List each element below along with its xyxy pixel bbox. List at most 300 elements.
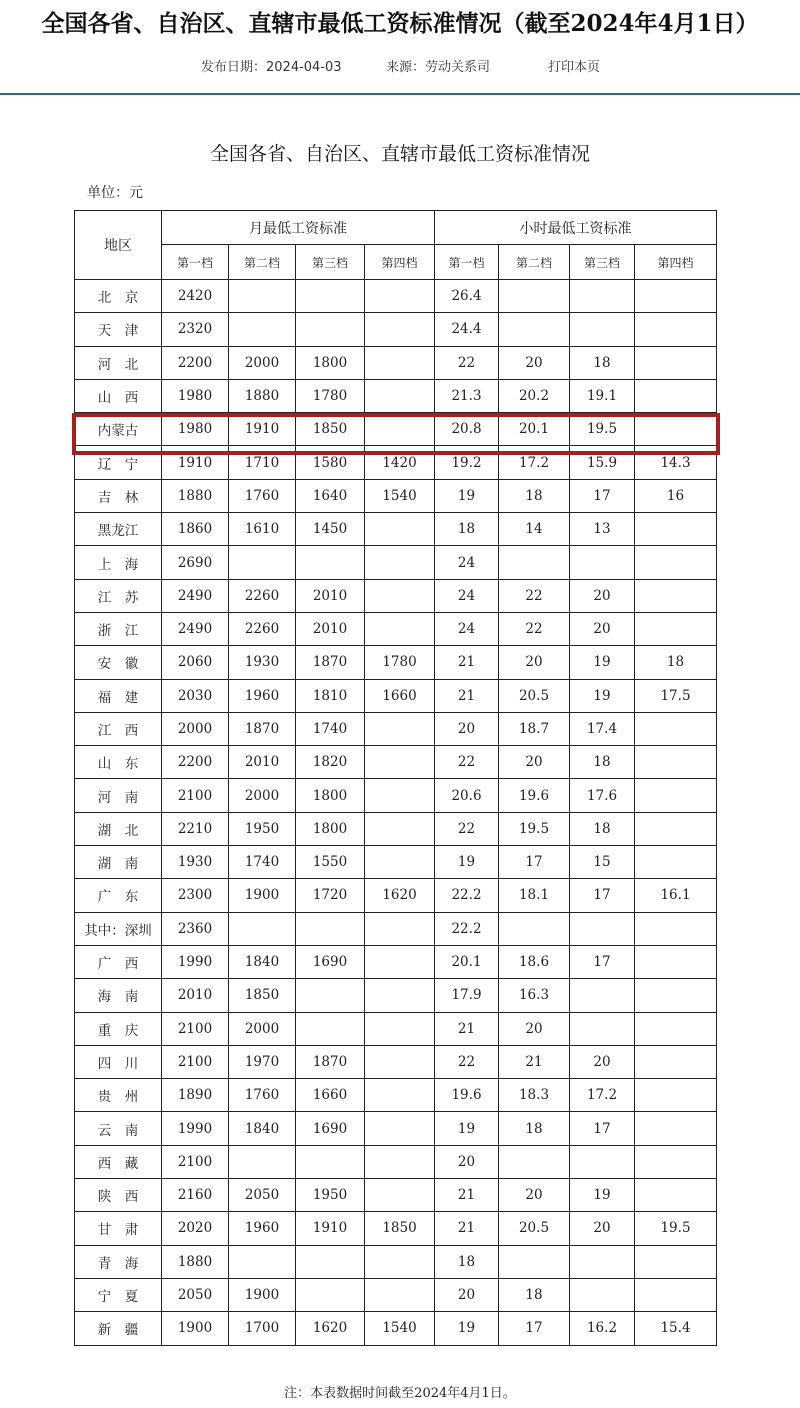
wage-cell: [635, 846, 717, 879]
wage-cell: [365, 513, 435, 546]
wage-cell: [365, 712, 435, 745]
table-row: [75, 912, 717, 945]
table-row: [75, 1212, 717, 1245]
wage-cell: 2260: [229, 579, 296, 612]
region-cell: 湖 北: [75, 812, 162, 845]
wage-cell: 19.5: [635, 1212, 717, 1245]
wage-cell: [635, 280, 717, 313]
wage-cell: 22.2: [435, 879, 499, 912]
wage-cell: [570, 313, 635, 346]
table-row: [75, 979, 717, 1012]
wage-cell: [635, 1045, 717, 1078]
wage-cell: 22: [435, 1045, 499, 1078]
wage-cell: 1910: [162, 446, 229, 479]
wage-cell: [365, 1145, 435, 1178]
wage-cell: 17.4: [570, 712, 635, 745]
wage-cell: 22: [435, 812, 499, 845]
wage-cell: 1800: [296, 812, 365, 845]
wage-cell: 21: [435, 1212, 499, 1245]
wage-cell: 1910: [229, 413, 296, 446]
wage-cell: [365, 413, 435, 446]
wage-cell: 19.6: [499, 779, 570, 812]
wage-cell: 1660: [296, 1079, 365, 1112]
wage-cell: [365, 346, 435, 379]
region-cell: 上 海: [75, 546, 162, 579]
wage-cell: [296, 313, 365, 346]
wage-cell: 1850: [365, 1212, 435, 1245]
wage-cell: [296, 1145, 365, 1178]
wage-cell: 1870: [296, 646, 365, 679]
wage-cell: [365, 945, 435, 978]
tier-header: 第四档: [365, 245, 435, 280]
wage-cell: 1980: [162, 413, 229, 446]
region-cell: 重 庆: [75, 1012, 162, 1045]
wage-cell: 19: [570, 679, 635, 712]
table-row: [75, 646, 717, 679]
wage-cell: 1980: [162, 379, 229, 412]
header-divider: [0, 93, 800, 95]
wage-cell: 1780: [365, 646, 435, 679]
wage-cell: [365, 912, 435, 945]
wage-cell: 18: [499, 1112, 570, 1145]
wage-cell: 19.6: [435, 1079, 499, 1112]
wage-cell: 1610: [229, 513, 296, 546]
wage-cell: 16.3: [499, 979, 570, 1012]
table-row: [75, 1179, 717, 1212]
wage-cell: 1840: [229, 945, 296, 978]
table-row: [75, 346, 717, 379]
wage-cell: 1970: [229, 1045, 296, 1078]
wage-cell: 20: [570, 579, 635, 612]
table-row: [75, 679, 717, 712]
wage-cell: [635, 1179, 717, 1212]
wage-cell: [365, 1112, 435, 1145]
tier-header: 第二档: [229, 245, 296, 280]
wage-cell: 1870: [296, 1045, 365, 1078]
wage-cell: 20: [499, 346, 570, 379]
wage-cell: 22: [435, 346, 499, 379]
table-row: [75, 1312, 717, 1345]
wage-cell: 2000: [162, 712, 229, 745]
wage-cell: 2020: [162, 1212, 229, 1245]
wage-cell: 16.2: [570, 1312, 635, 1345]
table-note: 注：本表数据时间截至2024年4月1日。: [284, 1386, 516, 1401]
region-cell: 贵 州: [75, 1079, 162, 1112]
wage-cell: 21: [499, 1045, 570, 1078]
wage-cell: 16.1: [635, 879, 717, 912]
tier-header: 第一档: [435, 245, 499, 280]
wage-cell: [365, 379, 435, 412]
wage-cell: 20: [435, 1278, 499, 1311]
wage-cell: 1950: [229, 812, 296, 845]
article-meta: [0, 54, 800, 76]
wage-cell: 1620: [365, 879, 435, 912]
wage-cell: 22.2: [435, 912, 499, 945]
wage-cell: 24: [435, 612, 499, 645]
wage-cell: 20.5: [499, 1212, 570, 1245]
wage-cell: [635, 1079, 717, 1112]
wage-cell: [365, 746, 435, 779]
table-row: [75, 879, 717, 912]
print-page-link[interactable]: 打印本页: [548, 60, 601, 75]
wage-cell: [365, 1079, 435, 1112]
header-hourly: 小时最低工资标准: [435, 211, 717, 245]
wage-cell: 2420: [162, 280, 229, 313]
wage-cell: 2490: [162, 612, 229, 645]
wage-cell: 2320: [162, 313, 229, 346]
wage-cell: 19: [435, 846, 499, 879]
wage-cell: 2100: [162, 1145, 229, 1178]
region-cell: 福 建: [75, 679, 162, 712]
table-row: [75, 746, 717, 779]
wage-cell: [365, 612, 435, 645]
wage-cell: [635, 612, 717, 645]
wage-cell: 2100: [162, 779, 229, 812]
wage-cell: 1700: [229, 1312, 296, 1345]
wage-cell: [635, 746, 717, 779]
wage-cell: 20: [499, 1179, 570, 1212]
wage-cell: 17: [499, 1312, 570, 1345]
region-cell: 青 海: [75, 1245, 162, 1278]
wage-cell: [635, 979, 717, 1012]
wage-cell: 19.5: [570, 413, 635, 446]
wage-cell: 21: [435, 646, 499, 679]
wage-cell: [570, 280, 635, 313]
region-cell: 北 京: [75, 280, 162, 313]
tier-header: 第三档: [296, 245, 365, 280]
region-cell: 其中：深圳: [75, 912, 162, 945]
wage-cell: 1900: [229, 879, 296, 912]
wage-cell: [635, 945, 717, 978]
page-title: 全国各省、自治区、直辖市最低工资标准情况（截至2024年4月1日）: [41, 10, 759, 37]
wage-cell: 17: [570, 479, 635, 512]
wage-cell: [570, 1145, 635, 1178]
region-cell: 河 北: [75, 346, 162, 379]
tier-header: 第二档: [499, 245, 570, 280]
wage-cell: 2000: [229, 346, 296, 379]
wage-cell: 16: [635, 479, 717, 512]
wage-cell: 1710: [229, 446, 296, 479]
region-cell: 吉 林: [75, 479, 162, 512]
region-cell: 安 徽: [75, 646, 162, 679]
wage-cell: 19: [435, 479, 499, 512]
wage-cell: 20: [570, 1045, 635, 1078]
wage-cell: 17.2: [499, 446, 570, 479]
table-title: 全国各省、自治区、直辖市最低工资标准情况: [209, 143, 590, 165]
wage-cell: 1840: [229, 1112, 296, 1145]
region-cell: 新 疆: [75, 1312, 162, 1345]
table-row: [75, 1278, 717, 1311]
wage-cell: 1420: [365, 446, 435, 479]
wage-cell: [499, 546, 570, 579]
wage-cell: 1580: [296, 446, 365, 479]
wage-cell: 1450: [296, 513, 365, 546]
wage-cell: 17: [570, 879, 635, 912]
wage-cell: 22: [499, 612, 570, 645]
wage-cell: [365, 1179, 435, 1212]
wage-cell: 20: [499, 646, 570, 679]
source-label: 来源：劳动关系司: [386, 60, 491, 75]
wage-cell: 1990: [162, 945, 229, 978]
wage-cell: 1760: [229, 1079, 296, 1112]
wage-cell: [635, 812, 717, 845]
wage-cell: 13: [570, 513, 635, 546]
wage-cell: 1930: [229, 646, 296, 679]
wage-cell: 2050: [162, 1278, 229, 1311]
header-region: 地区: [75, 211, 162, 280]
wage-cell: [635, 579, 717, 612]
wage-cell: 17: [570, 945, 635, 978]
wage-cell: 2260: [229, 612, 296, 645]
wage-cell: 17: [499, 846, 570, 879]
wage-cell: [296, 280, 365, 313]
wage-cell: 18: [499, 1278, 570, 1311]
region-cell: 辽 宁: [75, 446, 162, 479]
wage-cell: 1890: [162, 1079, 229, 1112]
table-row: [75, 1079, 717, 1112]
wage-cell: [635, 712, 717, 745]
wage-cell: 17.9: [435, 979, 499, 1012]
table-row: [75, 513, 717, 546]
wage-cell: 1960: [229, 679, 296, 712]
wage-cell: 2000: [229, 1012, 296, 1045]
wage-cell: [635, 1012, 717, 1045]
wage-cell: 15: [570, 846, 635, 879]
wage-cell: 2300: [162, 879, 229, 912]
wage-cell: [635, 1278, 717, 1311]
wage-cell: 19: [435, 1312, 499, 1345]
wage-cell: 1690: [296, 945, 365, 978]
region-cell: 山 东: [75, 746, 162, 779]
region-cell: 陕 西: [75, 1179, 162, 1212]
wage-cell: 22: [435, 746, 499, 779]
wage-cell: 19.2: [435, 446, 499, 479]
wage-cell: 2050: [229, 1179, 296, 1212]
wage-cell: 14.3: [635, 446, 717, 479]
wage-cell: [635, 346, 717, 379]
region-cell: 宁 夏: [75, 1278, 162, 1311]
wage-cell: 1880: [162, 1245, 229, 1278]
wage-cell: 17: [570, 1112, 635, 1145]
wage-cell: 2000: [229, 779, 296, 812]
table-row: [75, 280, 717, 313]
wage-cell: 18: [635, 646, 717, 679]
wage-cell: [635, 546, 717, 579]
wage-cell: 20: [435, 712, 499, 745]
wage-cell: [635, 1145, 717, 1178]
wage-cell: [635, 513, 717, 546]
wage-cell: 21.3: [435, 379, 499, 412]
wage-cell: 18: [499, 479, 570, 512]
wage-cell: 2100: [162, 1045, 229, 1078]
wage-cell: [499, 1145, 570, 1178]
table-row: [75, 546, 717, 579]
wage-cell: [365, 546, 435, 579]
wage-cell: 2160: [162, 1179, 229, 1212]
wage-cell: 20: [435, 1145, 499, 1178]
wage-cell: [296, 912, 365, 945]
wage-cell: [296, 1278, 365, 1311]
table-row: [75, 446, 717, 479]
wage-cell: 14: [499, 513, 570, 546]
wage-cell: 1740: [296, 712, 365, 745]
region-cell: 河 南: [75, 779, 162, 812]
wage-cell: [365, 846, 435, 879]
wage-cell: 1860: [162, 513, 229, 546]
publish-date: 发布日期：2024-04-03: [201, 60, 342, 75]
wage-cell: 2690: [162, 546, 229, 579]
wage-cell: [296, 979, 365, 1012]
wage-cell: 18: [570, 346, 635, 379]
table-row: [75, 479, 717, 512]
wage-cell: [365, 812, 435, 845]
wage-cell: 1870: [229, 712, 296, 745]
wage-cell: 20: [570, 1212, 635, 1245]
wage-cell: 22: [499, 579, 570, 612]
table-row: [75, 1045, 717, 1078]
table-row: [75, 846, 717, 879]
wage-cell: [499, 912, 570, 945]
wage-cell: 21: [435, 679, 499, 712]
region-cell: 黑龙江: [75, 513, 162, 546]
table-row: [75, 413, 717, 446]
wage-cell: [570, 546, 635, 579]
wage-cell: 1760: [229, 479, 296, 512]
table-row: [75, 1012, 717, 1045]
wage-cell: [365, 1278, 435, 1311]
wage-cell: [635, 413, 717, 446]
wage-cell: [365, 979, 435, 1012]
tier-header: 第四档: [635, 245, 717, 280]
wage-cell: 1820: [296, 746, 365, 779]
table-row: [75, 712, 717, 745]
wage-cell: [635, 779, 717, 812]
tier-header: 第一档: [162, 245, 229, 280]
table-row: [75, 779, 717, 812]
wage-cell: 1800: [296, 346, 365, 379]
wage-cell: 15.9: [570, 446, 635, 479]
wage-cell: 2010: [296, 612, 365, 645]
region-cell: 浙 江: [75, 612, 162, 645]
region-cell: 西 藏: [75, 1145, 162, 1178]
wage-cell: 26.4: [435, 280, 499, 313]
wage-cell: 17.6: [570, 779, 635, 812]
table-row: [75, 379, 717, 412]
wage-cell: [365, 1012, 435, 1045]
wage-cell: 15.4: [635, 1312, 717, 1345]
wage-cell: 1810: [296, 679, 365, 712]
wage-cell: [365, 1245, 435, 1278]
wage-cell: [296, 1245, 365, 1278]
region-cell: 广 西: [75, 945, 162, 978]
wage-cell: 18.6: [499, 945, 570, 978]
table-row: [75, 313, 717, 346]
wage-cell: [229, 1245, 296, 1278]
region-cell: 内蒙古: [75, 413, 162, 446]
wage-cell: [570, 1245, 635, 1278]
wage-cell: [635, 379, 717, 412]
wage-cell: 18: [435, 513, 499, 546]
wage-cell: 1910: [296, 1212, 365, 1245]
wage-cell: [296, 1012, 365, 1045]
table-row: [75, 1145, 717, 1178]
wage-cell: [635, 313, 717, 346]
wage-cell: 20.2: [499, 379, 570, 412]
table-row: [75, 945, 717, 978]
wage-cell: 18: [435, 1245, 499, 1278]
wage-cell: 1850: [296, 413, 365, 446]
wage-cell: 1880: [162, 479, 229, 512]
region-cell: 江 西: [75, 712, 162, 745]
wage-cell: [229, 912, 296, 945]
wage-cell: [499, 1245, 570, 1278]
wage-cell: 2060: [162, 646, 229, 679]
wage-cell: 20.5: [499, 679, 570, 712]
unit-label: 单位：元: [87, 185, 143, 201]
wage-cell: 24.4: [435, 313, 499, 346]
wage-cell: [365, 779, 435, 812]
wage-cell: 18.7: [499, 712, 570, 745]
wage-cell: [365, 1045, 435, 1078]
wage-cell: 20.1: [435, 945, 499, 978]
wage-cell: 19.5: [499, 812, 570, 845]
wage-cell: [229, 313, 296, 346]
wage-cell: 1540: [365, 479, 435, 512]
table-row: [75, 612, 717, 645]
wage-cell: 1850: [229, 979, 296, 1012]
wage-cell: 18.3: [499, 1079, 570, 1112]
wage-cell: 18.1: [499, 879, 570, 912]
wage-cell: 2010: [229, 746, 296, 779]
wage-cell: 2490: [162, 579, 229, 612]
wage-cell: [365, 280, 435, 313]
region-cell: 山 西: [75, 379, 162, 412]
wage-cell: [635, 1112, 717, 1145]
wage-cell: 2100: [162, 1012, 229, 1045]
wage-cell: 24: [435, 546, 499, 579]
wage-cell: 1990: [162, 1112, 229, 1145]
wage-cell: 17.5: [635, 679, 717, 712]
wage-cell: 2010: [296, 579, 365, 612]
wage-cell: 21: [435, 1179, 499, 1212]
region-cell: 甘 肃: [75, 1212, 162, 1245]
wage-cell: 1550: [296, 846, 365, 879]
wage-cell: 1540: [365, 1312, 435, 1345]
wage-cell: [570, 1012, 635, 1045]
wage-cell: [635, 1245, 717, 1278]
wage-cell: 2360: [162, 912, 229, 945]
wage-cell: 18: [570, 812, 635, 845]
wage-cell: [365, 579, 435, 612]
wage-cell: [570, 1278, 635, 1311]
region-cell: 湖 南: [75, 846, 162, 879]
region-cell: 广 东: [75, 879, 162, 912]
wage-cell: 17.2: [570, 1079, 635, 1112]
wage-cell: 20.8: [435, 413, 499, 446]
header-monthly: 月最低工资标准: [162, 211, 435, 245]
wage-cell: 21: [435, 1012, 499, 1045]
wage-cell: 20.1: [499, 413, 570, 446]
wage-cell: 2210: [162, 812, 229, 845]
minimum-wage-table: [74, 210, 717, 1346]
wage-cell: 1720: [296, 879, 365, 912]
region-cell: 海 南: [75, 979, 162, 1012]
wage-cell: 1960: [229, 1212, 296, 1245]
table-row: [75, 579, 717, 612]
wage-cell: 1900: [162, 1312, 229, 1345]
wage-cell: 1900: [229, 1278, 296, 1311]
wage-cell: 1620: [296, 1312, 365, 1345]
